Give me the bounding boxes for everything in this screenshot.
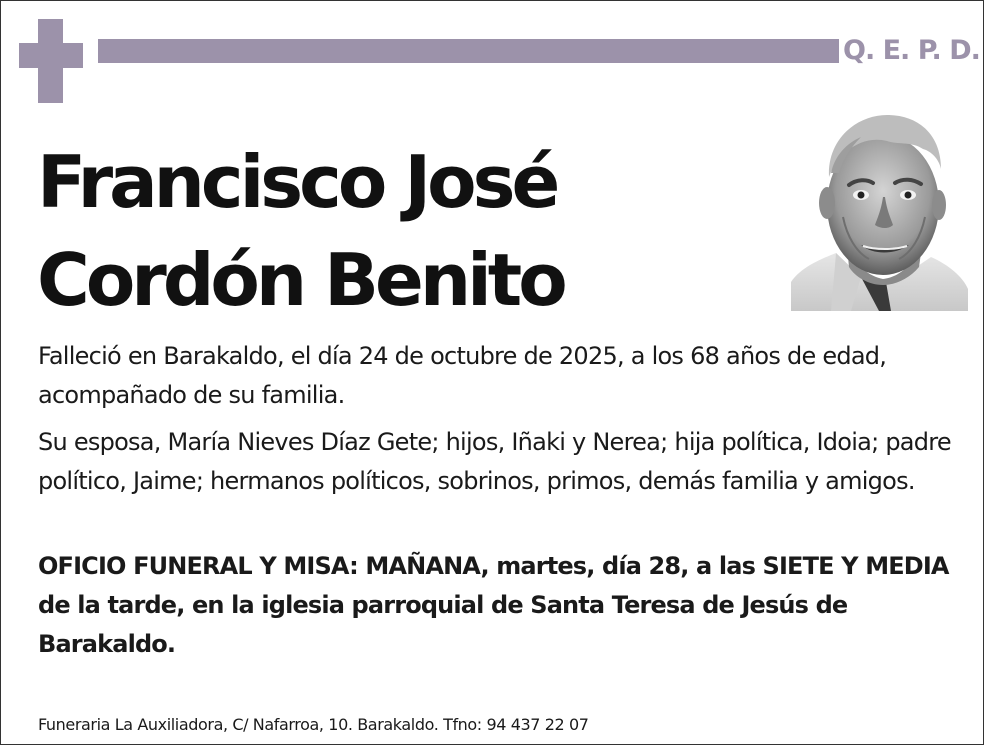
deceased-name: [37, 133, 777, 329]
header-rule: [98, 39, 839, 63]
death-notice-paragraph: Falleció en Barakaldo, el día 24 de octubre de 2025, a los 68 años de edad, acompañado de su familia.: [38, 342, 887, 409]
family-paragraph: Su esposa, María Nieves Díaz Gete; hijos, Iñaki y Nerea; hija política, Idoia; padre político, Jaime; hermanos políticos, sobrinos, primos, demás familia y amigos.: [38, 428, 951, 495]
funeral-service-paragraph: OFICIO FUNERAL Y MISA: MAÑANA, martes, día 28, a las SIETE Y MEDIA de la tarde, en la iglesia parroquial de Santa Teresa de Jesús de Barakaldo.: [38, 552, 949, 658]
qepd-label: Q. E. P. D.: [843, 35, 980, 66]
cross-icon: [19, 19, 83, 103]
funeral-home-footer: Funeraria La Auxiliadora, C/ Nafarroa, 10. Barakaldo. Tfno: 94 437 22 07: [38, 715, 589, 734]
name-line-1: Francisco José: [37, 140, 557, 224]
name-line-2: Cordón Benito: [37, 238, 564, 322]
portrait-photo: [791, 107, 968, 311]
